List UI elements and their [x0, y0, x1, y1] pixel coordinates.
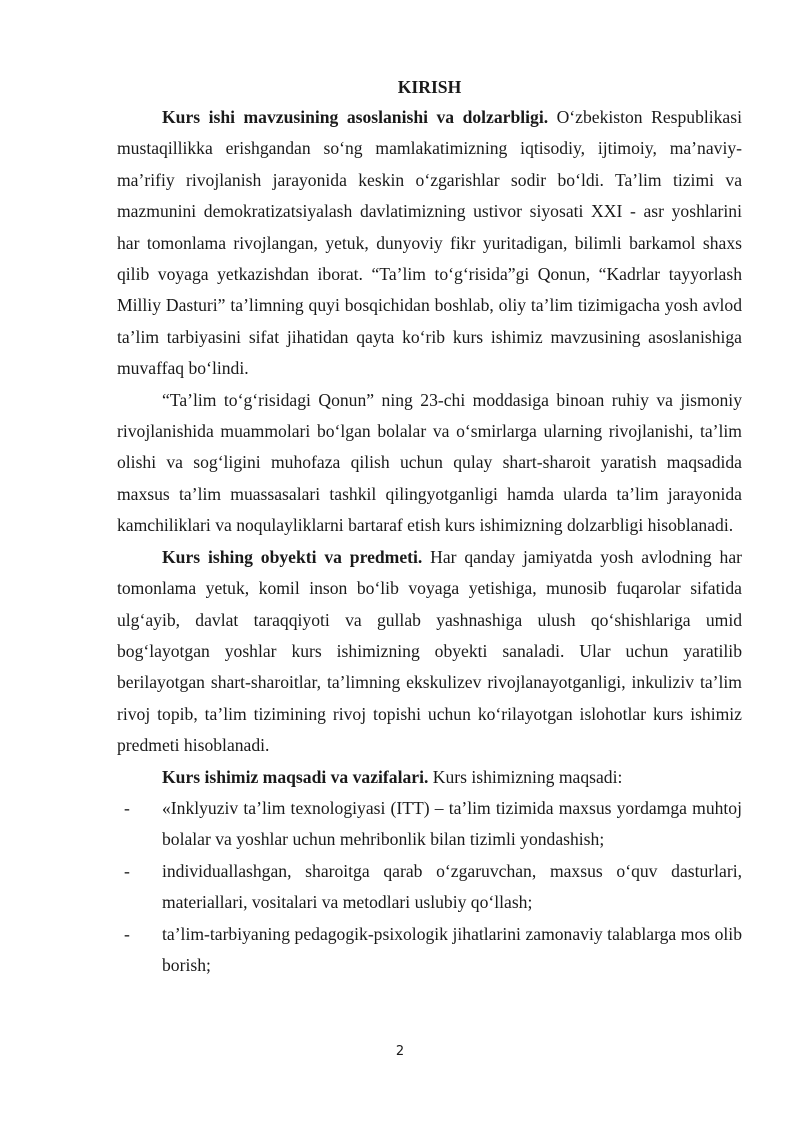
- list-marker: -: [124, 797, 130, 818]
- page-number: 2: [395, 1044, 405, 1059]
- list-item: [117, 919, 742, 982]
- paragraph-lead: Kurs ishing obyekti va predmeti.: [162, 546, 423, 567]
- paragraph-body: Kurs ishimizning maqsadi:: [428, 766, 623, 787]
- paragraph-lead: Kurs ishimiz maqsadi va vazifalari.: [162, 766, 429, 787]
- paragraph-lead: Kurs ishi mavzusining asoslanishi va dolzarbligi.: [162, 107, 549, 127]
- document-page: [117, 72, 742, 981]
- paragraph-law-article: [117, 385, 742, 542]
- list-marker: -: [124, 923, 130, 944]
- section-heading: KIRISH: [397, 77, 462, 97]
- list-item-text: individuallashgan, sharoitga qarab o‘zgaruvchan, maxsus o‘quv dasturlari, materiallari, vositalari va metodlari uslubiy qo‘llash;: [162, 860, 742, 913]
- list-item: [117, 793, 742, 856]
- paragraph-body: “Ta’lim to‘g‘risidagi Qonun” ning 23-chi moddasiga binoan ruhiy va jismoniy rivojlanishida muammolari bo‘lgan bolalar va o‘smirlarga ularning rivojlanishi, ta’lim olishi va sog‘ligini muhofaza qilish uchun qulay shart-sharoit yaratish maqsadida maxsus ta’lim muassasalari tashkil qilingyotganligi hamda ularda ta’lim jarayonida kamchiliklari va noqulayliklarni bartaraf etish kurs ishimizning dolzarbligi hisoblanadi.: [117, 389, 742, 536]
- list-item-text: «Inklyuziv ta’lim texnologiyasi (ITT) – ta’lim tizimida maxsus yordamga muhtoj bolalar va yoshlar uchun mehribonlik bilan tizimli yondashish;: [162, 797, 742, 850]
- paragraph-body: Har qanday jamiyatda yosh avlodning har tomonlama yetuk, komil inson bo‘lib voyaga yetishiga, munosib fuqarolar sifatida ulg‘ayib, davlat taraqqiyoti va gullab yashnashiga ulush qo‘shishlariga umid bog‘layotgan yoshlar kurs ishimizning obyekti sanaladi. Ular uchun yaratilib berilayotgan shart-sharoitlar, ta’limning ekskulizev rivojlanayotganligi, inkuliziv ta’lim rivoj topib, ta’lim tizimining rivoj topishi uchun ko‘rilayotgan islohotlar kurs ishimiz predmeti hisoblanadi.: [117, 546, 742, 756]
- paragraph-goals-tasks: [117, 762, 742, 793]
- goals-list: [117, 793, 742, 981]
- list-item-text: ta’lim-tarbiyaning pedagogik-psixologik jihatlarini zamonaviy talablarga mos olib borish;: [162, 923, 742, 975]
- list-item: [117, 856, 742, 919]
- paragraph-body: O‘zbekiston Respublikasi mustaqillikka erishgandan so‘ng mamlakatimizning iqtisodiy, ijtimoiy, ma’naviy-ma’rifiy rivojlanish jarayonida keskin o‘zgarishlar sodir bo‘ldi. Ta’lim tizimi va mazmunini demokratizatsiyalash davlatimizning ustivor siyosati XXI - asr yoshlarini har tomonlama rivojlangan, yetuk, dunyoviy fikr yuritadigan, bilimli barkamol shaxs qilib voyaga yetkazishdan iborat. “Ta’lim to‘g‘risida”gi Qonun, “Kadrlar tayyorlash Milliy Dasturi” ta’limning quyi bosqichidan boshlab, oliy ta’lim tizimigacha yosh avlod ta’lim tarbiyasini sifat jihatidan qayta ko‘rib kurs ishimiz mavzusining asoslanishiga muvaffaq bo‘lindi.: [117, 107, 742, 379]
- paragraph-rationale: [117, 102, 742, 385]
- list-marker: -: [124, 860, 130, 881]
- paragraph-object-subject: [117, 542, 742, 762]
